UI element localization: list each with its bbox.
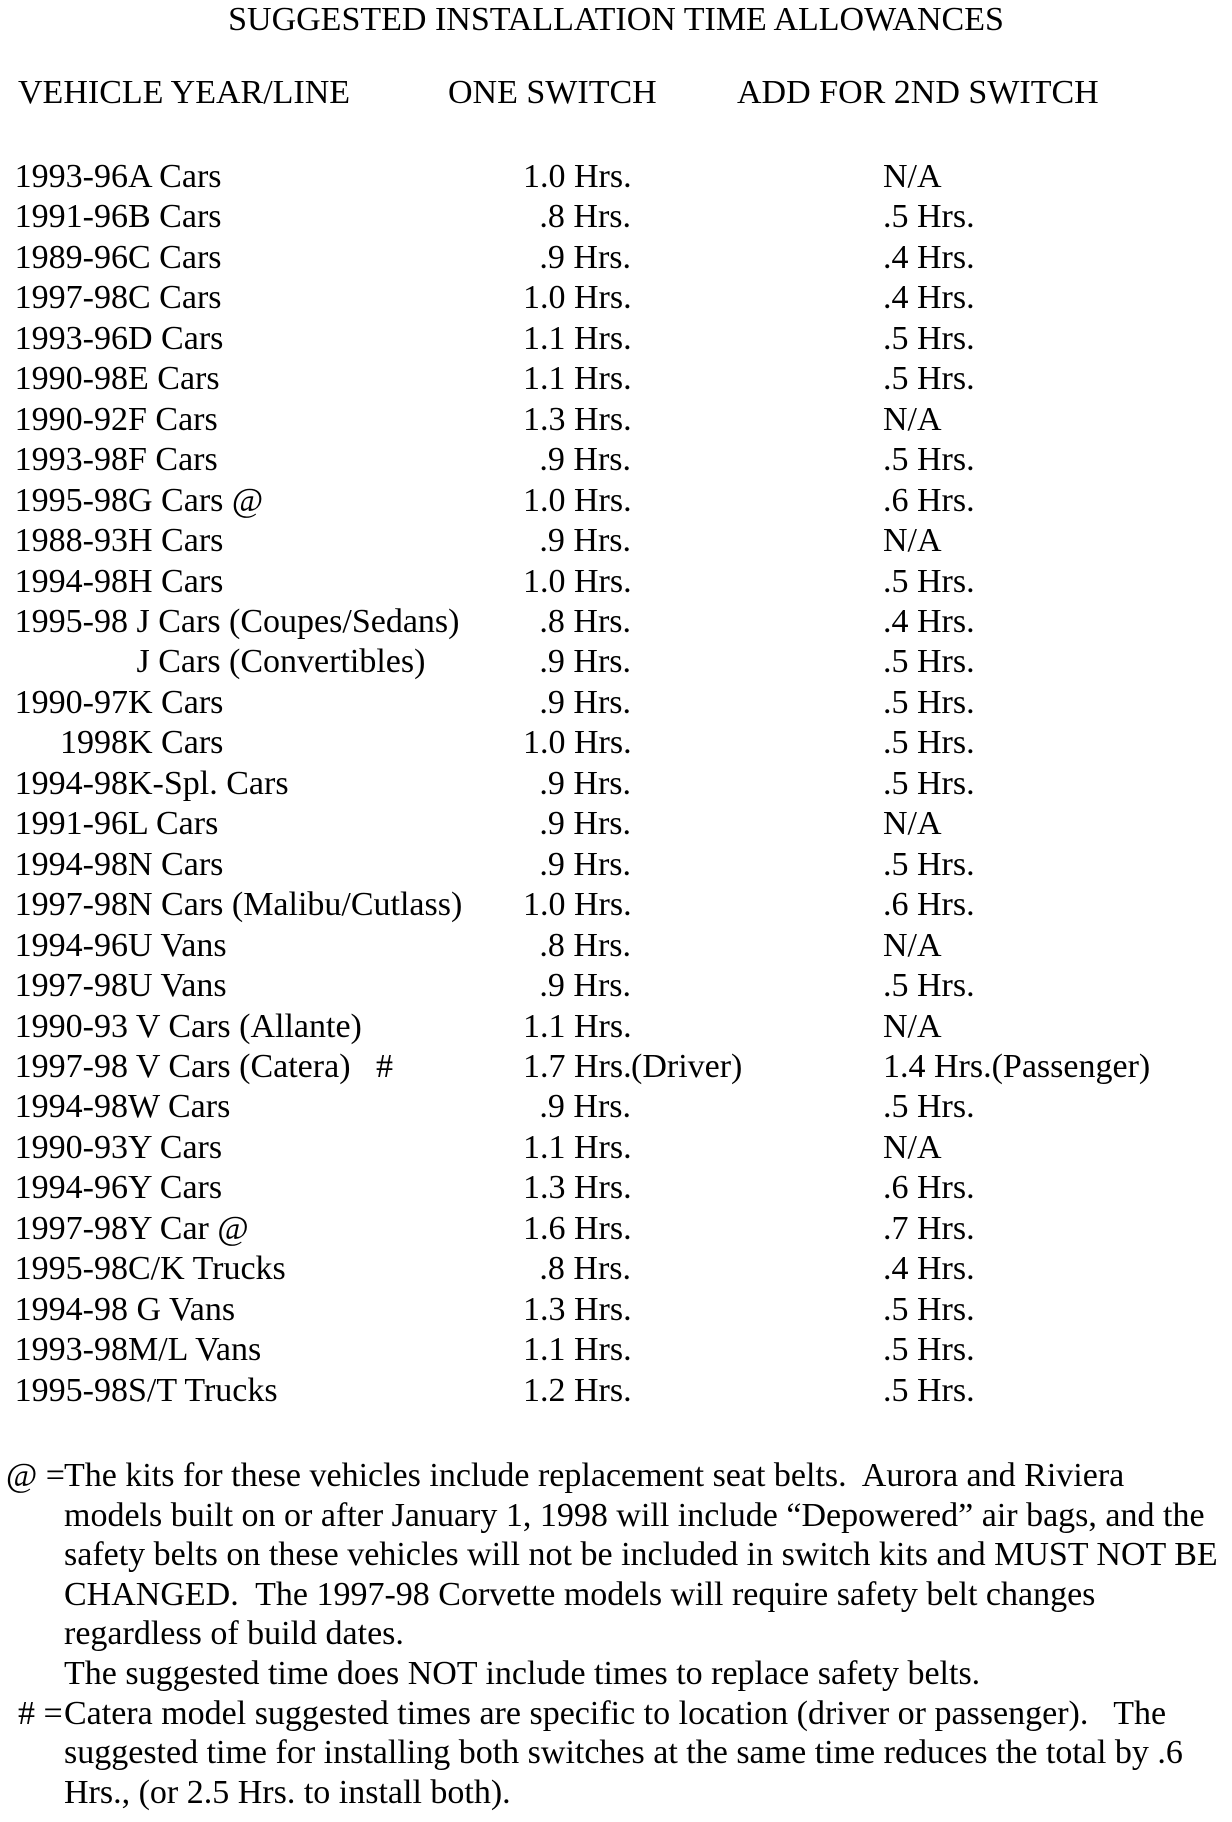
header-add-2nd-switch: ADD FOR 2ND SWITCH	[737, 74, 1099, 111]
one-switch-cell	[523, 885, 883, 925]
vehicle-year-cell: 1994-98	[14, 845, 128, 883]
add-2nd-switch-cell	[883, 197, 1232, 237]
hash-symbol-footnote	[0, 1694, 1232, 1813]
vehicle-line-cell: E Cars	[128, 360, 220, 398]
add-2nd-switch-hours: N/A	[883, 522, 942, 560]
vehicle-line-cell: K-Spl. Cars	[128, 764, 289, 802]
vehicle-year-cell: 1995-98	[14, 481, 128, 519]
one-switch-cell	[523, 1168, 883, 1208]
vehicle-line-cell: N Cars	[128, 845, 224, 883]
table-row	[0, 319, 1232, 359]
vehicle-year-cell: 1993-98	[14, 1331, 128, 1369]
add-2nd-switch-cell	[883, 440, 1232, 480]
vehicle-line-cell: Y Cars	[128, 1169, 223, 1207]
add-2nd-switch-cell	[883, 642, 1232, 682]
vehicle-line-cell: V Cars (Catera) #	[128, 1047, 394, 1085]
one-switch-cell	[523, 1047, 883, 1087]
one-switch-hours: 1.0 Hrs.	[523, 158, 632, 195]
vehicle-line-cell: K Cars	[128, 683, 224, 721]
add-2nd-switch-hours: .7 Hrs.	[883, 1209, 975, 1247]
footnote-text: Hrs., (or 2.5 Hrs. to install both).	[64, 1773, 511, 1811]
add-2nd-switch-cell	[883, 238, 1232, 278]
one-switch-hours: 1.0 Hrs.	[523, 562, 632, 600]
one-switch-cell	[523, 481, 883, 521]
add-2nd-switch-cell	[883, 562, 1232, 602]
one-switch-cell	[523, 319, 883, 359]
table-row	[0, 521, 1232, 561]
vehicle-year-cell	[0, 642, 128, 682]
one-switch-hours: .9 Hrs.	[539, 1088, 631, 1126]
one-switch-hours: .8 Hrs.	[539, 602, 631, 640]
one-switch-hours: .9 Hrs.	[539, 845, 631, 883]
vehicle-line-cell: U Vans	[128, 926, 227, 964]
footnote-line	[0, 1614, 1232, 1654]
add-2nd-switch-hours: N/A	[883, 926, 942, 964]
vehicle-year-cell: 1991-96	[14, 198, 128, 236]
vehicle-year-cell: 1997-98	[14, 1209, 128, 1247]
one-switch-cell	[523, 278, 883, 318]
vehicle-year-cell: 1997-98	[14, 886, 128, 924]
one-switch-cell	[523, 683, 883, 723]
add-2nd-switch-cell	[883, 481, 1232, 521]
one-switch-cell	[523, 1087, 883, 1127]
add-2nd-switch-cell	[883, 602, 1232, 642]
vehicle-year-cell: 1994-98	[14, 562, 128, 600]
vehicle-year-cell: 1994-98	[14, 764, 128, 802]
vehicle-year-cell: 1995-98	[14, 1371, 128, 1409]
add-2nd-switch-hours: 1.4 Hrs.	[883, 1047, 992, 1085]
one-switch-cell	[523, 1128, 883, 1168]
add-2nd-switch-cell	[883, 1007, 1232, 1047]
one-switch-cell	[523, 197, 883, 237]
footnote-line	[0, 1496, 1232, 1536]
add-2nd-switch-cell	[883, 1330, 1232, 1370]
table-row	[0, 157, 1232, 197]
one-switch-cell	[523, 642, 883, 682]
vehicle-line-cell: J Cars (Convertibles)	[128, 643, 426, 681]
add-2nd-switch-hours: .5 Hrs.	[883, 1331, 975, 1369]
vehicle-year-cell: 1993-96	[14, 319, 128, 357]
one-switch-cell	[523, 926, 883, 966]
one-switch-hours: .8 Hrs.	[539, 1250, 631, 1288]
vehicle-line-cell: G Vans	[128, 1290, 236, 1328]
add-2nd-switch-cell	[883, 1087, 1232, 1127]
vehicle-year-cell: 1990-98	[14, 360, 128, 398]
one-switch-cell	[523, 157, 883, 197]
at-symbol-footnote	[0, 1456, 1232, 1694]
one-switch-hours: 1.2 Hrs.	[523, 1371, 632, 1409]
add-2nd-switch-hours: N/A	[883, 158, 942, 195]
vehicle-year-cell: 1990-93	[14, 1007, 128, 1045]
footnote-text: suggested time for installing both switches at the same time reduces the total by .6	[64, 1734, 1183, 1772]
table-row	[0, 602, 1232, 642]
add-2nd-switch-hours: .5 Hrs.	[883, 562, 975, 600]
add-2nd-switch-hours: .5 Hrs.	[883, 764, 975, 802]
document-title: SUGGESTED INSTALLATION TIME ALLOWANCES	[228, 1, 1004, 38]
one-switch-cell	[523, 521, 883, 561]
add-2nd-switch-hours: .5 Hrs.	[883, 967, 975, 1005]
footnote-text: models built on or after January 1, 1998 will include “Depowered” air bags, and the	[64, 1496, 1205, 1534]
footnote-text: The suggested time does NOT include times to replace safety belts.	[64, 1654, 981, 1692]
one-switch-cell	[523, 400, 883, 440]
one-switch-cell	[523, 238, 883, 278]
one-switch-cell	[523, 723, 883, 763]
add-2nd-switch-hours: .4 Hrs.	[883, 1250, 975, 1288]
add-2nd-switch-cell	[883, 845, 1232, 885]
add-2nd-switch-hours: .6 Hrs.	[883, 886, 975, 924]
add-2nd-switch-hours: .5 Hrs.	[883, 1371, 975, 1409]
vehicle-line-cell: K Cars	[128, 724, 224, 762]
vehicle-line-cell: V Cars (Allante)	[128, 1007, 362, 1045]
vehicle-line-cell: F Cars	[128, 441, 218, 479]
one-switch-hours: 1.6 Hrs.	[523, 1209, 632, 1247]
table-row	[0, 804, 1232, 844]
footnote-line	[0, 1733, 1232, 1773]
table-row	[0, 1128, 1232, 1168]
footnote-text: regardless of build dates.	[64, 1615, 404, 1653]
one-switch-cell	[523, 440, 883, 480]
table-row	[0, 885, 1232, 925]
one-switch-cell	[523, 804, 883, 844]
header-one-switch: ONE SWITCH	[448, 74, 657, 111]
vehicle-line-cell: B Cars	[128, 198, 222, 236]
vehicle-line-cell: C Cars	[128, 238, 222, 276]
one-switch-location-note: (Driver)	[631, 1047, 743, 1085]
footnote-line	[0, 1694, 1232, 1734]
table-row	[0, 562, 1232, 602]
table-row	[0, 278, 1232, 318]
add-2nd-switch-cell	[883, 1128, 1232, 1168]
vehicle-year-cell: 1995-98	[14, 602, 128, 640]
vehicle-year-cell: 1989-96	[14, 238, 128, 276]
one-switch-cell	[523, 966, 883, 1006]
footnote-text: safety belts on these vehicles will not be included in switch kits and MUST NOT BE	[64, 1536, 1218, 1574]
add-2nd-switch-cell	[883, 966, 1232, 1006]
vehicle-year-cell: 1995-98	[14, 1250, 128, 1288]
vehicle-year-cell: 1990-93	[14, 1128, 128, 1166]
add-2nd-switch-hours: .5 Hrs.	[883, 198, 975, 236]
vehicle-line-cell: C Cars	[128, 279, 222, 317]
footnote-line	[0, 1654, 1232, 1694]
add-2nd-switch-hours: .6 Hrs.	[883, 1169, 975, 1207]
add-2nd-switch-cell	[883, 926, 1232, 966]
table-row	[0, 1007, 1232, 1047]
time-allowances-table	[0, 157, 1232, 1411]
one-switch-hours: 1.0 Hrs.	[523, 481, 632, 519]
one-switch-cell	[523, 1209, 883, 1249]
add-2nd-switch-hours: .4 Hrs.	[883, 602, 975, 640]
vehicle-line-cell: L Cars	[128, 805, 219, 843]
add-2nd-switch-cell	[883, 804, 1232, 844]
one-switch-hours: .9 Hrs.	[539, 764, 631, 802]
add-2nd-switch-cell	[883, 1249, 1232, 1289]
add-2nd-switch-location-note: (Passenger)	[991, 1047, 1151, 1085]
add-2nd-switch-cell	[883, 1209, 1232, 1249]
vehicle-year-cell: 1997-98	[14, 967, 128, 1005]
add-2nd-switch-hours: .5 Hrs.	[883, 1088, 975, 1126]
table-row	[0, 1290, 1232, 1330]
footnote-line	[0, 1575, 1232, 1615]
vehicle-line-cell: U Vans	[128, 967, 227, 1005]
one-switch-hours: 1.1 Hrs.	[523, 1007, 632, 1045]
vehicle-line-cell: Y Cars	[128, 1128, 223, 1166]
add-2nd-switch-hours: .6 Hrs.	[883, 481, 975, 519]
vehicle-line-cell: S/T Trucks	[128, 1371, 278, 1409]
footnote-marker: # =	[18, 1694, 63, 1732]
one-switch-hours: 1.0 Hrs.	[523, 886, 632, 924]
one-switch-hours: .9 Hrs.	[539, 805, 631, 843]
vehicle-line-cell: M/L Vans	[128, 1331, 262, 1369]
vehicle-year-cell: 1993-98	[14, 441, 128, 479]
table-row	[0, 966, 1232, 1006]
add-2nd-switch-cell	[883, 319, 1232, 359]
table-row	[0, 238, 1232, 278]
table-row	[0, 1047, 1232, 1087]
footnote-marker: @ =	[6, 1457, 65, 1494]
footnote-line	[0, 1456, 1232, 1496]
vehicle-year-cell: 1993-96	[14, 158, 128, 195]
header-vehicle-year-line: VEHICLE YEAR/LINE	[18, 74, 351, 111]
add-2nd-switch-hours: .5 Hrs.	[883, 441, 975, 479]
add-2nd-switch-cell	[883, 1047, 1232, 1087]
vehicle-line-cell: Y Car @	[128, 1209, 249, 1247]
table-row	[0, 845, 1232, 885]
vehicle-line-cell: H Cars	[128, 522, 224, 560]
one-switch-hours: 1.0 Hrs.	[523, 724, 632, 762]
add-2nd-switch-hours: .5 Hrs.	[883, 683, 975, 721]
vehicle-line-cell: A Cars	[128, 158, 222, 195]
table-row	[0, 400, 1232, 440]
one-switch-hours: 1.3 Hrs.	[523, 400, 632, 438]
one-switch-hours: 1.3 Hrs.	[523, 1290, 632, 1328]
add-2nd-switch-cell	[883, 1168, 1232, 1208]
add-2nd-switch-cell	[883, 1290, 1232, 1330]
vehicle-year-cell: 1998	[60, 724, 128, 762]
table-row	[0, 1209, 1232, 1249]
table-row	[0, 440, 1232, 480]
table-row	[0, 764, 1232, 804]
one-switch-cell	[523, 1007, 883, 1047]
one-switch-hours: 1.1 Hrs.	[523, 360, 632, 398]
footnote-text: Catera model suggested times are specific to location (driver or passenger). The	[64, 1694, 1167, 1732]
one-switch-cell	[523, 602, 883, 642]
one-switch-cell	[523, 1371, 883, 1411]
vehicle-line-cell: H Cars	[128, 562, 224, 600]
one-switch-hours: 1.0 Hrs.	[523, 279, 632, 317]
add-2nd-switch-hours: N/A	[883, 1128, 942, 1166]
vehicle-line-cell: W Cars	[128, 1088, 231, 1126]
vehicle-line-cell: C/K Trucks	[128, 1250, 286, 1288]
add-2nd-switch-cell	[883, 764, 1232, 804]
table-row	[0, 642, 1232, 682]
vehicle-line-cell: G Cars @	[128, 481, 264, 519]
one-switch-cell	[523, 1330, 883, 1370]
add-2nd-switch-hours: .5 Hrs.	[883, 724, 975, 762]
one-switch-hours: 1.3 Hrs.	[523, 1169, 632, 1207]
one-switch-cell	[523, 562, 883, 602]
one-switch-cell	[523, 1249, 883, 1289]
add-2nd-switch-hours: N/A	[883, 1007, 942, 1045]
vehicle-year-cell: 1994-96	[14, 1169, 128, 1207]
add-2nd-switch-hours: N/A	[883, 400, 942, 438]
one-switch-hours: .9 Hrs.	[539, 522, 631, 560]
one-switch-hours: 1.1 Hrs.	[523, 1331, 632, 1369]
footnote-text: The kits for these vehicles include replacement seat belts. Aurora and Riviera	[64, 1457, 1125, 1494]
add-2nd-switch-hours: N/A	[883, 805, 942, 843]
table-row	[0, 197, 1232, 237]
one-switch-cell	[523, 1290, 883, 1330]
footnote-line	[0, 1535, 1232, 1575]
one-switch-hours: .9 Hrs.	[539, 441, 631, 479]
add-2nd-switch-cell	[883, 1371, 1232, 1411]
column-headers	[0, 73, 1232, 115]
table-row	[0, 359, 1232, 399]
add-2nd-switch-cell	[883, 521, 1232, 561]
vehicle-year-cell: 1990-97	[14, 683, 128, 721]
vehicle-line-cell: D Cars	[128, 319, 224, 357]
table-row	[0, 1371, 1232, 1411]
table-row	[0, 723, 1232, 763]
one-switch-hours: 1.1 Hrs.	[523, 319, 632, 357]
vehicle-line-cell: N Cars (Malibu/Cutlass)	[128, 886, 463, 924]
add-2nd-switch-cell	[883, 723, 1232, 763]
add-2nd-switch-hours: .5 Hrs.	[883, 319, 975, 357]
one-switch-hours: .9 Hrs.	[539, 683, 631, 721]
vehicle-line-cell: F Cars	[128, 400, 218, 438]
table-row	[0, 926, 1232, 966]
add-2nd-switch-hours: .5 Hrs.	[883, 360, 975, 398]
vehicle-year-cell: 1988-93	[14, 522, 128, 560]
add-2nd-switch-hours: .5 Hrs.	[883, 1290, 975, 1328]
vehicle-year-cell: 1990-92	[14, 400, 128, 438]
table-row	[0, 1087, 1232, 1127]
one-switch-hours: .8 Hrs.	[539, 198, 631, 236]
table-row	[0, 683, 1232, 723]
add-2nd-switch-cell	[883, 359, 1232, 399]
one-switch-hours: 1.1 Hrs.	[523, 1128, 632, 1166]
one-switch-cell	[523, 845, 883, 885]
vehicle-line-cell: J Cars (Coupes/Sedans)	[128, 602, 460, 640]
add-2nd-switch-hours: .4 Hrs.	[883, 238, 975, 276]
one-switch-hours: .9 Hrs.	[539, 643, 631, 681]
table-row	[0, 1249, 1232, 1289]
vehicle-year-cell: 1994-98	[14, 1088, 128, 1126]
one-switch-hours: .9 Hrs.	[539, 238, 631, 276]
add-2nd-switch-cell	[883, 885, 1232, 925]
add-2nd-switch-hours: .5 Hrs.	[883, 845, 975, 883]
vehicle-year-cell: 1997-98	[14, 279, 128, 317]
vehicle-year-cell: 1994-96	[14, 926, 128, 964]
add-2nd-switch-cell	[883, 278, 1232, 318]
add-2nd-switch-cell	[883, 683, 1232, 723]
table-row	[0, 1330, 1232, 1370]
table-row	[0, 481, 1232, 521]
footnote-line	[0, 1773, 1232, 1813]
one-switch-cell	[523, 359, 883, 399]
one-switch-cell	[523, 764, 883, 804]
vehicle-year-cell: 1991-96	[14, 805, 128, 843]
one-switch-hours: .8 Hrs.	[539, 926, 631, 964]
add-2nd-switch-hours: .5 Hrs.	[883, 643, 975, 681]
vehicle-year-cell: 1994-98	[14, 1290, 128, 1328]
one-switch-hours: .9 Hrs.	[539, 967, 631, 1005]
vehicle-year-cell: 1997-98	[14, 1047, 128, 1085]
add-2nd-switch-hours: .4 Hrs.	[883, 279, 975, 317]
footnotes	[0, 1456, 1232, 1812]
add-2nd-switch-cell	[883, 157, 1232, 197]
add-2nd-switch-cell	[883, 400, 1232, 440]
footnote-text: CHANGED. The 1997-98 Corvette models will require safety belt changes	[64, 1575, 1096, 1613]
table-row	[0, 1168, 1232, 1208]
one-switch-hours: 1.7 Hrs.	[523, 1047, 632, 1085]
